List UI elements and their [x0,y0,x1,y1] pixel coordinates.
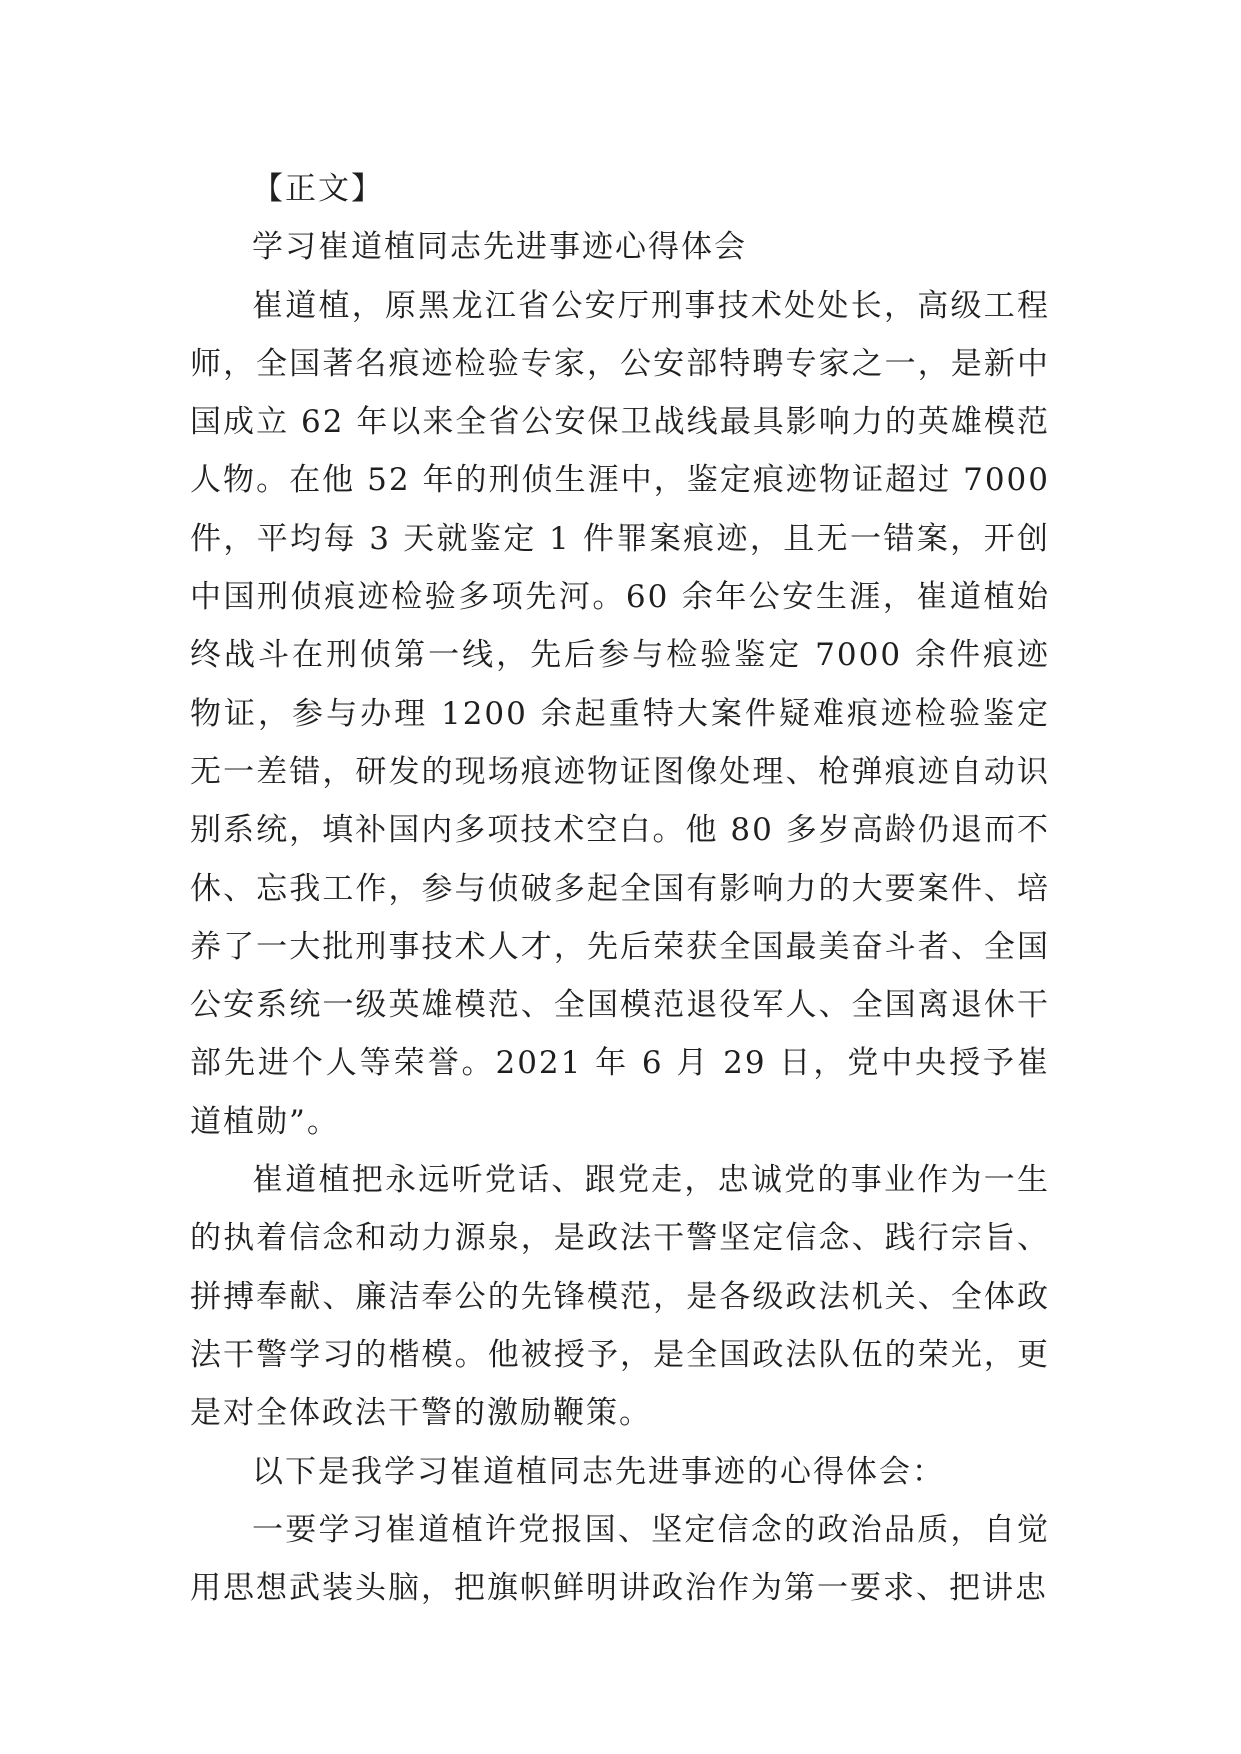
body-paragraph-1: 崔道植，原黑龙江省公安厅刑事技术处处长，高级工程师，全国著名痕迹检验专家，公安部特聘专家之一，是新中国成立 62 年以来全省公安保卫战线最具影响力的英雄模范人物。在他 52 年的刑侦生涯中，鉴定痕迹物证超过 7000 件，平均每 3 天就鉴定 1 件罪案痕迹，且无一错案，开创中国刑侦痕迹检验多项先河。60 余年公安生涯，崔道植始终战斗在刑侦第一线，先后参与检验鉴定 7000 余件痕迹物证，参与办理 1200 余起重特大案件疑难痕迹检验鉴定无一差错，研发的现场痕迹物证图像处理、枪弹痕迹自动识别系统，填补国内多项技术空白。他 80 多岁高龄仍退而不休、忘我工作，参与侦破多起全国有影响力的大要案件、培养了一大批刑事技术人才，先后荣获全国最美奋斗者、全国公安系统一级英雄模范、全国模范退役军人、全国离退休干部先进个人等荣誉。2021 年 6 月 29 日，党中央授予崔道植勋”。 [190,287,1050,1140]
document-heading: 学习崔道植同志先进事迹心得体会 [252,229,747,266]
section-label: 【正文】 [252,171,384,207]
document-body [190,160,1050,1617]
body-paragraph-2: 崔道植把永远听党话、跟党走，忠诚党的事业作为一生的执着信念和动力源泉，是政法干警坚定信念、践行宗旨、拼搏奉献、廉洁奉公的先锋模范，是各级政法机关、全体政法干警学习的楷模。他被授予，是全国政法队伍的荣光，更是对全体政法干警的激励鞭策。 [190,1162,1050,1432]
body-paragraph-4: 一要学习崔道植许党报国、坚定信念的政治品质，自觉用思想武装头脑，把旗帜鲜明讲政治作为第一要求、把讲忠 [190,1511,1050,1607]
body-paragraph-3: 以下是我学习崔道植同志先进事迹的心得体会： [252,1453,945,1490]
